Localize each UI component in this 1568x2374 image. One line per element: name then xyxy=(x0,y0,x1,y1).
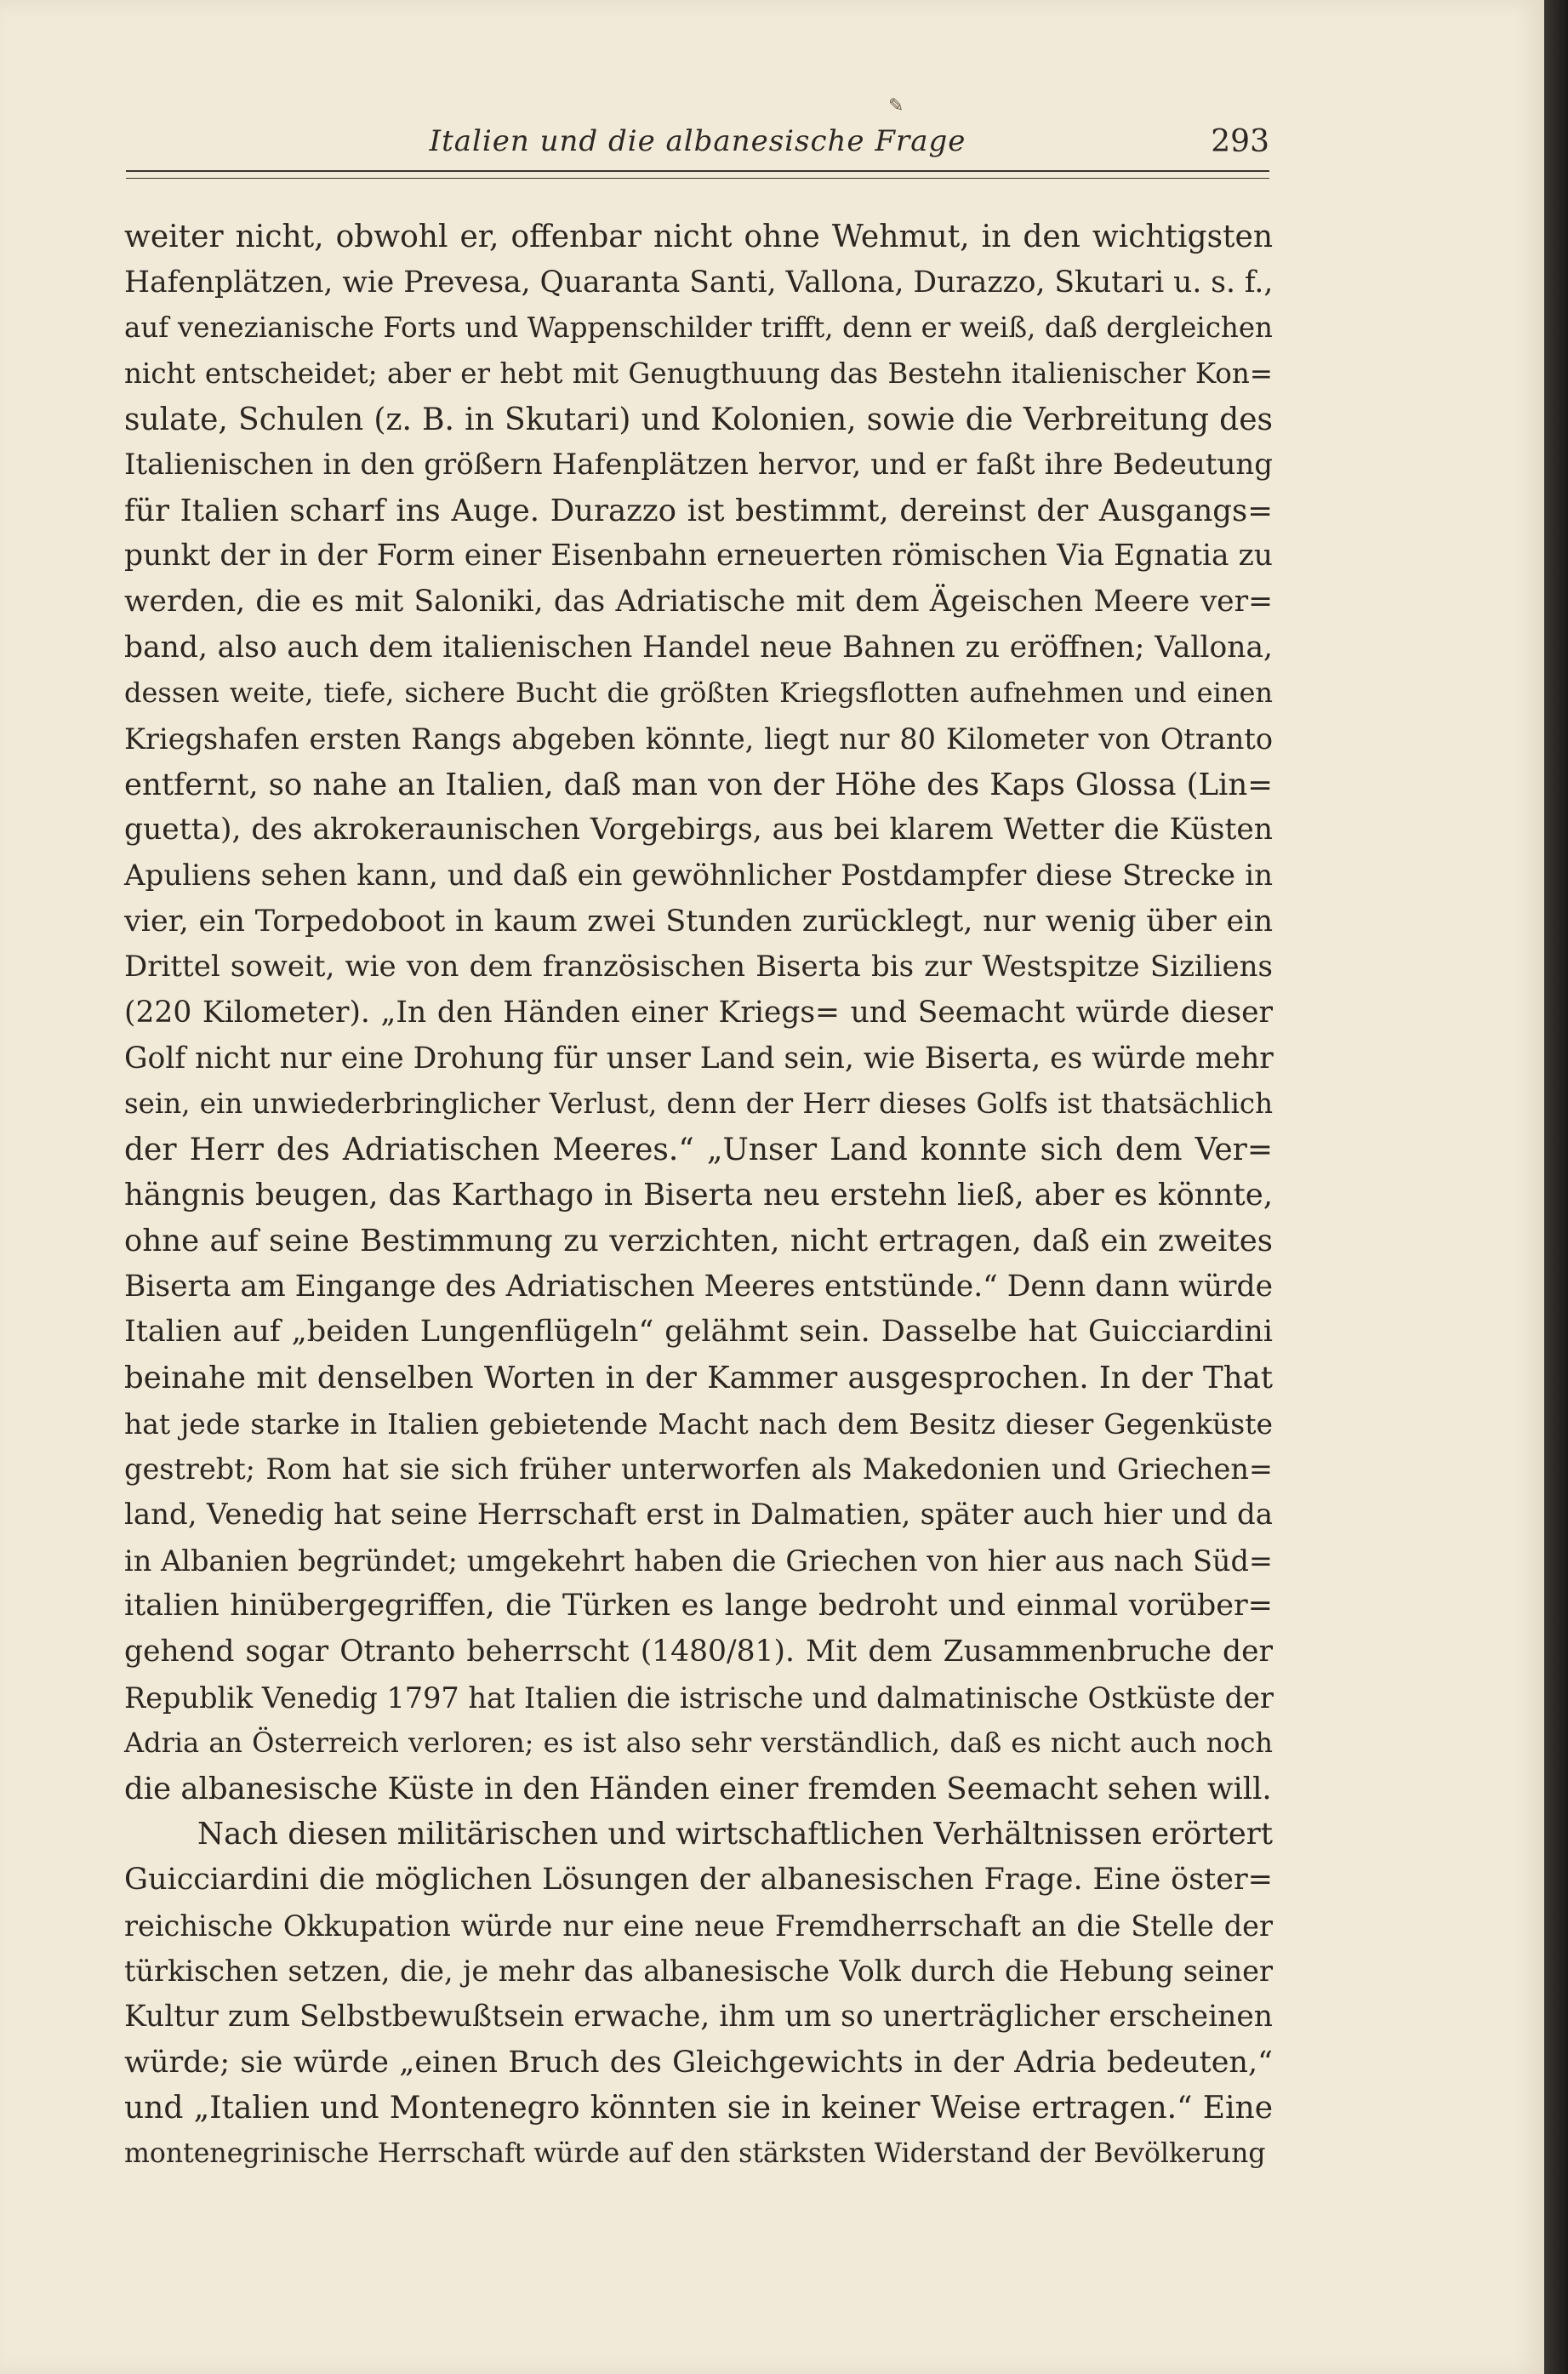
text-line: gestrebt; Rom hat sie sich früher unterworfen als Makedonien und Griechen= xyxy=(124,1452,1273,1487)
text-line: nicht entscheidet; aber er hebt mit Genugthuung das Bestehn italienischer Kon= xyxy=(124,357,1273,390)
text-line: Kriegshafen ersten Rangs abgeben könnte, liegt nur 80 Kilometer von Otranto xyxy=(124,722,1273,756)
running-title: Italien und die albanesische Frage xyxy=(429,124,966,158)
text-line: Guicciardini die möglichen Lösungen der albanesischen Frage. Eine öster= xyxy=(124,1863,1273,1897)
text-line: entfernt, so nahe an Italien, daß man von der Höhe des Kaps Glossa (Lin= xyxy=(124,767,1273,802)
text-line: Adria an Österreich verloren; es ist also sehr verständlich, daß es nicht auch noch xyxy=(124,1726,1273,1760)
text-line: auf venezianische Forts und Wappenschilder trifft, denn er weiß, daß dergleichen xyxy=(124,311,1273,345)
text-line: montenegrinische Herrschaft würde auf den stärksten Widerstand der Bevölkerung xyxy=(124,2137,1266,2169)
header-rule xyxy=(126,170,1269,179)
text-line: Biserta am Eingange des Adriatischen Meeres entstünde.“ Denn dann würde xyxy=(124,1269,1274,1304)
text-line: und „Italien und Montenegro könnten sie in keiner Weise ertragen.“ Eine xyxy=(124,2091,1273,2126)
text-line: Nach diesen militärischen und wirtschaftlichen Verhältnissen erörtert xyxy=(197,1817,1273,1852)
text-line: Drittel soweit, wie von dem französischen Biserta bis zur Westspitze Siziliens xyxy=(124,950,1273,984)
pencil-mark-icon: ✎ xyxy=(888,95,904,117)
text-line: der Herr des Adriatischen Meeres.“ „Unser Land konnte sich dem Ver= xyxy=(124,1132,1273,1167)
text-line: dessen weite, tiefe, sichere Bucht die größten Kriegsflotten aufnehmen und einen xyxy=(124,676,1273,710)
page-header xyxy=(126,119,1269,167)
text-line: Italienischen in den größern Hafenplätzen hervor, und er faßt ihre Bedeutung xyxy=(124,448,1273,482)
text-line: reichische Okkupation würde nur eine neue Fremdherrschaft an die Stelle der xyxy=(124,1909,1273,1943)
text-line: vier, ein Torpedoboot in kaum zwei Stunden zurücklegt, nur wenig über ein xyxy=(124,904,1273,939)
text-line: ohne auf seine Bestimmung zu verzichten, nicht ertragen, daß ein zweites xyxy=(124,1224,1273,1259)
text-line: Golf nicht nur eine Drohung für unser Land sein, wie Biserta, es würde mehr xyxy=(124,1041,1274,1076)
text-line: werden, die es mit Saloniki, das Adriatische mit dem Ägeischen Meere ver= xyxy=(124,585,1273,619)
text-line: land, Venedig hat seine Herrschaft erst in Dalmatien, später auch hier und da xyxy=(124,1497,1273,1532)
text-line: Italien auf „beiden Lungenflügeln“ gelähmt sein. Dasselbe hat Guicciardini xyxy=(124,1315,1273,1350)
text-line: band, also auch dem italienischen Handel neue Bahnen zu eröffnen; Vallona, xyxy=(124,630,1273,665)
body-text xyxy=(124,214,1273,2177)
text-line: sulate, Schulen (z. B. in Skutari) und Kolonien, sowie die Verbreitung des xyxy=(124,402,1273,437)
text-line: punkt der in der Form einer Eisenbahn erneuerten römischen Via Egnatia zu xyxy=(124,539,1273,574)
text-line: in Albanien begründet; umgekehrt haben die Griechen von hier aus nach Süd= xyxy=(124,1544,1273,1578)
text-line: gehend sogar Otranto beherrscht (1480/81). Mit dem Zusammenbruche der xyxy=(124,1634,1273,1669)
text-line: beinahe mit denselben Worten in der Kammer ausgesprochen. In der That xyxy=(124,1361,1273,1396)
text-line: Hafenplätzen, wie Prevesa, Quaranta Santi, Vallona, Durazzo, Skutari u. s. f., xyxy=(124,265,1274,300)
book-spine xyxy=(1544,0,1568,2374)
text-line: für Italien scharf ins Auge. Durazzo ist bestimmt, dereinst der Ausgangs= xyxy=(124,493,1273,528)
text-line: Republik Venedig 1797 hat Italien die istrische und dalmatinische Ostküste der xyxy=(124,1681,1274,1715)
text-line: hängnis beugen, das Karthago in Biserta neu erstehn ließ, aber es könnte, xyxy=(124,1178,1273,1213)
text-line: (220 Kilometer). „In den Händen einer Kriegs= und Seemacht würde dieser xyxy=(124,995,1273,1030)
text-line: türkischen setzen, die, je mehr das albanesische Volk durch die Hebung seiner xyxy=(124,1955,1273,1989)
text-line: sein, ein unwiederbringlicher Verlust, denn der Herr dieses Golfs ist thatsächlich xyxy=(124,1087,1273,1121)
page-number: 293 xyxy=(1211,124,1269,159)
text-line: hat jede starke in Italien gebietende Macht nach dem Besitz dieser Gegenküste xyxy=(124,1407,1273,1441)
text-line: guetta), des akrokeraunischen Vorgebirgs, aus bei klarem Wetter die Küsten xyxy=(124,813,1273,847)
text-line: würde; sie würde „einen Bruch des Gleichgewichts in der Adria bedeuten,“ xyxy=(124,2045,1273,2080)
text-line: die albanesische Küste in den Händen einer fremden Seemacht sehen will. xyxy=(124,1771,1272,1806)
text-line: Apuliens sehen kann, und daß ein gewöhnlicher Postdampfer diese Strecke in xyxy=(124,858,1273,893)
text-line: italien hinübergegriffen, die Türken es lange bedroht und einmal vorüber= xyxy=(124,1589,1273,1624)
text-line: Kultur zum Selbstbewußtsein erwache, ihm um so unerträglicher erscheinen xyxy=(124,1999,1273,2034)
text-line: weiter nicht, obwohl er, offenbar nicht ohne Wehmut, in den wichtigsten xyxy=(124,220,1273,254)
